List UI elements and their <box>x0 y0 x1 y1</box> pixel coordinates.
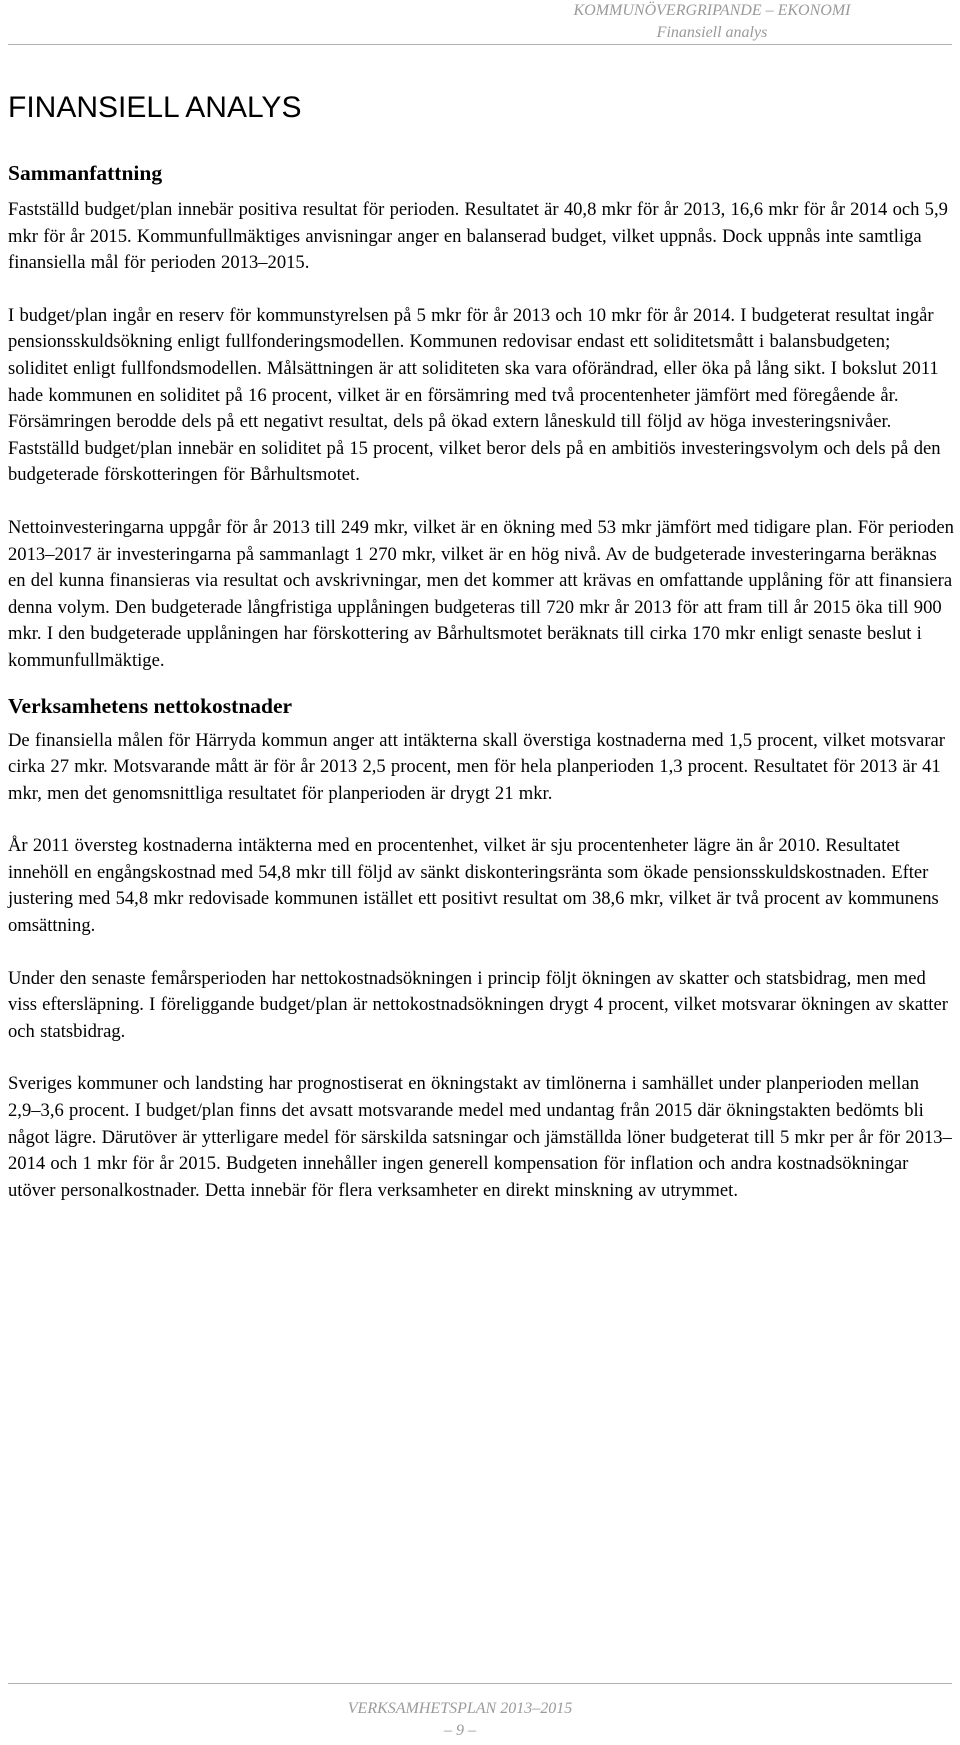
summary-heading: Sammanfattning <box>8 161 163 185</box>
header-subsection-label: Finansiell analys <box>656 24 768 41</box>
net-costs-paragraph: År 2011 översteg kostnaderna intäkterna med en procentenhet, vilket är sju procentenheter lägre än år 2010. Resultatet innehöll en engångskostnad med 54,8 mkr till följd av sänkt diskonteringsräntа som ökade pensionsskuldskostnaden. Efter justering med 54,8 mkr redovisade kommunen istället ett positivt resultat om 38,6 mkr, vilket är två procent av kommunens omsättning. <box>8 835 939 937</box>
header-divider <box>8 44 952 45</box>
net-costs-paragraph: Sveriges kommuner och landsting har prognostiserat en ökningstakt av timlönerna i samhället under planperioden mellan 2,9–3,6 procent. I budget/plan finns det avsatt motsvarande medel med undantag från 2015 där ökningstakten bedömts bli något lägre. Därutöver är ytterligare medel för särskilda satsningar och jämställda löner budgeterat till 5 mkr per år för 2013–2014 och 1 mkr för år 2015. Budgeten innehåller ingen generell kompensation för inflation och andra kostnadsökningar utöver personalkostnader. Detta innebär för flera verksamheter en direkt minskning av utrymmet. <box>8 1073 952 1201</box>
net-costs-heading: Verksamhetens nettokostnader <box>8 693 293 718</box>
footer-divider <box>8 1683 952 1684</box>
page-footer <box>340 1698 580 1742</box>
summary-paragraph: I budget/plan ingår en reserv för kommunstyrelsen på 5 mkr för år 2013 och 10 mkr för år 2014. I budgeterat resultat ingår pensionsskuldsökning enligt fullfonderingsmodellen. Kommunen redovisar endast ett soliditetsmått i balansbudgeten; soliditet enligt fullfondsmodellen. Målsättningen är att soliditeten ska vara oförändrad, eller öka på lång sikt. I bokslut 2011 hade kommunen en soliditet på 16 procent, vilket är en försämring med två procentenheter jämfört med föregående år. Försämringen berodde dels på ett negativt resultat, dels på ökad extern låneskuld till följd av höga investeringsnivåer. Fastställd budget/plan innebär en soliditet på 15 procent, vilket beror dels på en ambitiös investeringsvolym och dels på den budgeterade förskotteringen för Bårhultsmotet. <box>8 304 941 486</box>
running-header <box>472 0 952 44</box>
net-costs-paragraph: Under den senaste femårsperioden har nettokostnadsökningen i princip följt ökningen av skatter och statsbidrag, men med viss eftersläpning. I föreliggande budget/plan är nettokostnadsökningen drygt 4 procent, vilket motsvarar ökningen av skatter och statsbidrag. <box>8 967 948 1042</box>
footer-plan-label: VERKSAMHETSPLAN 2013–2015 <box>347 1700 573 1717</box>
page-title: FINANSIELL ANALYS <box>8 91 302 124</box>
net-costs-paragraph: De finansiella målen för Härryda kommun anger att intäkterna skall överstiga kostnaderna med 1,5 procent, vilket motsvarar cirka 27 mkr. Motsvarande mått är för år 2013 2,5 procent, men för hela planperioden 1,3 procent. Resultatet för 2013 är 41 mkr, men det genomsnittliga resultatet för planperioden är drygt 21 mkr. <box>8 729 945 804</box>
summary-paragraph: Nettoinvesteringarna uppgår för år 2013 till 249 mkr, vilket är en ökning med 53 mkr jämfört med tidigare plan. För perioden 2013–2017 är investeringarna på sammanlagt 1 270 mkr, vilket är en hög nivå. Av de budgeterade investeringarna beräknas en del kunna finansieras via resultat och avskrivningar, men det kommer att krävas en omfattande upplåning för att finansiera denna volym. Den budgeterade långfristiga upplåningen budgeteras till 720 mkr år 2013 för att fram till år 2015 öka till 900 mkr. I den budgeterade upplåningen har förskottering av Bårhultsmotet beräknats till cirka 170 mkr enligt senaste beslut i kommunfullmäktige. <box>8 516 954 671</box>
page-content <box>8 90 954 1204</box>
summary-paragraph: Fastställd budget/plan innebär positiva resultat för perioden. Resultatet är 40,8 mkr för år 2013, 16,6 mkr för år 2014 och 5,9 mkr för år 2015. Kommunfullmäktiges anvisningar anger en balanserad budget, vilket uppnås. Dock uppnås inte samtliga finansiella mål för perioden 2013–2015. <box>8 199 948 274</box>
page-number: – 9 – <box>444 1722 476 1739</box>
header-section-label: KOMMUNÖVERGRIPANDE – EKONOMI <box>573 2 851 19</box>
